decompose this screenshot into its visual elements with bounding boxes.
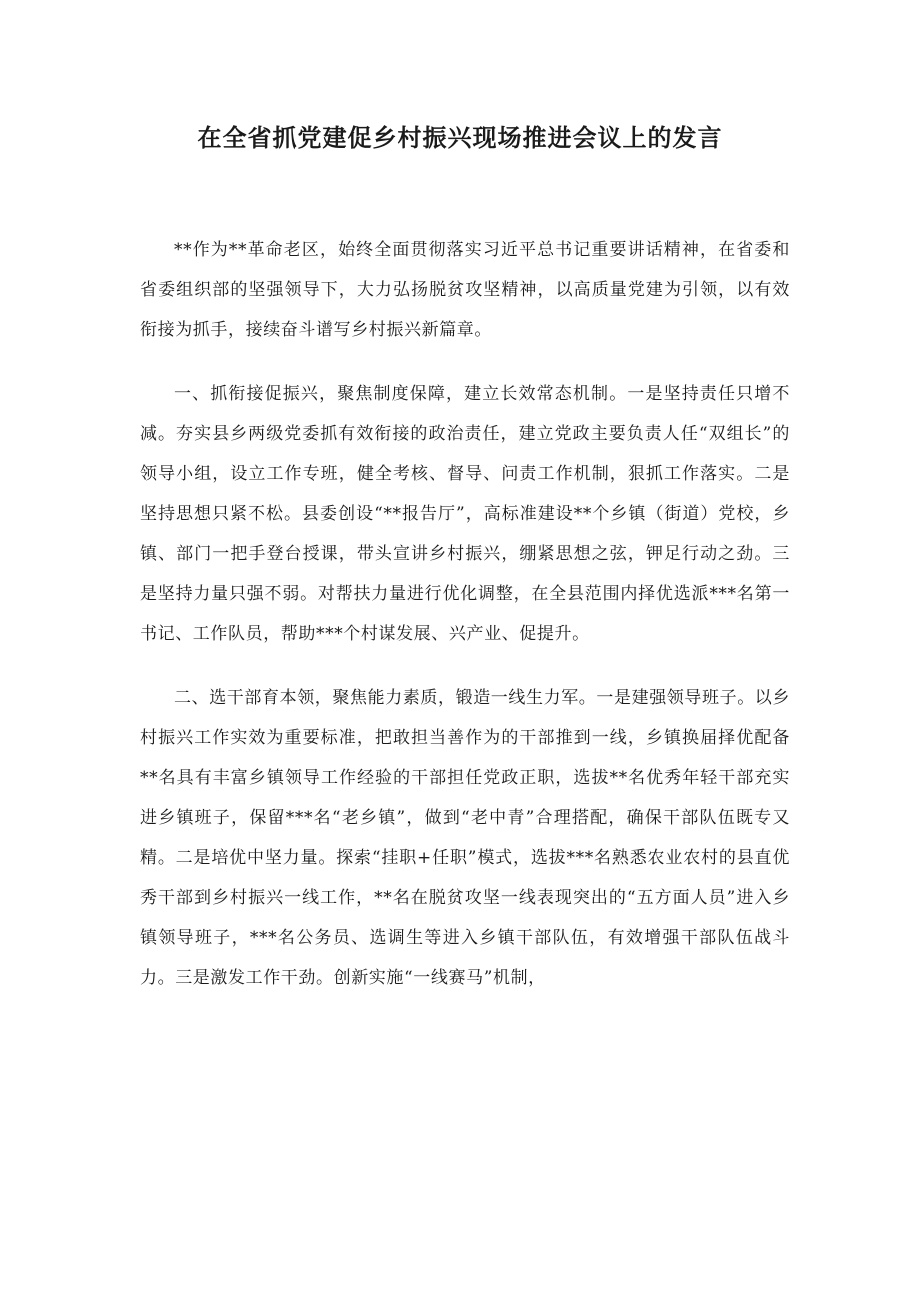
paragraph-section-1: 一、抓衔接促振兴，聚焦制度保障，建立长效常态机制。一是坚持责任只增不减。夯实县乡两级党委抓有效衔接的政治责任，建立党政主要负责人任“双组长”的领导小组，设立工作专班，健全考核、督导、问责工作机制，狠抓工作落实。二是坚持思想只紧不松。县委创设“**报告厅”，高标准建设**个乡镇（街道）党校，乡镇、部门一把手登台授课，带头宣讲乡村振兴，绷紧思想之弦，钾足行动之劲。三是坚持力量只强不弱。对帮扶力量进行优化调整，在全县范围内择优选派***名第一书记、工作队员，帮助***个村谋发展、兴产业、促提升。 (140, 384, 790, 644)
document-title: 在全省抓党建促乡村振兴现场推进会议上的发言 (197, 124, 723, 152)
paragraph-intro: **作为**革命老区，始终全面贯彻落实习近平总书记重要讲话精神，在省委和省委组织部的坚强领导下，大力弘扬脱贫攻坚精神，以高质量党建为引领，以有效衔接为抓手，接续奋斗谱写乡村振兴新篇章。 (140, 240, 790, 340)
document-body (140, 230, 790, 1022)
paragraph-section-2: 二、选干部育本领，聚焦能力素质，锻造一线生力军。一是建强领导班子。以乡村振兴工作实效为重要标准，把敢担当善作为的干部推到一线，乡镇换届择优配备**名具有丰富乡镇领导工作经验的干部担任党政正职，选拔**名优秀年轻干部充实进乡镇班子，保留***名“老乡镇”，做到“老中青”合理搭配，确保干部队伍既专又精。二是培优中坚力量。探索“挂职+任职”模式，选拔***名熟悉农业农村的县直优秀干部到乡村振兴一线工作，**名在脱贫攻坚一线表现突出的“五方面人员”进入乡镇领导班子，***名公务员、选调生等进入乡镇干部队伍，有效增强干部队伍战斗力。三是激发工作干劲。创新实施“一线赛马”机制， (140, 688, 790, 988)
